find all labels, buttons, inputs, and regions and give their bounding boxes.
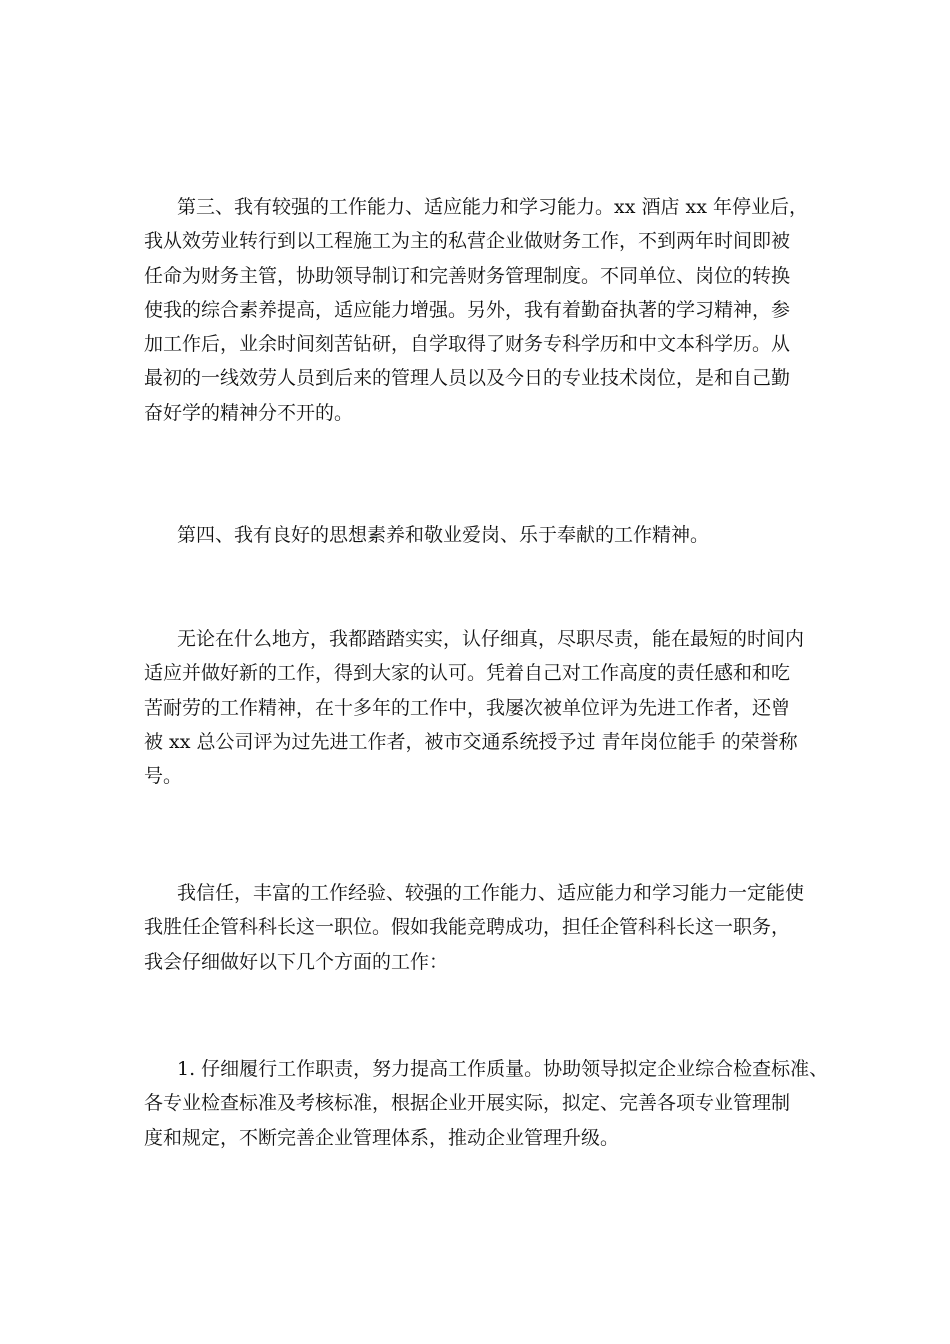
text-line: 我胜任企管科科长这一职位。假如我能竞聘成功，担任企管科科长这一职务，: [144, 916, 791, 939]
paragraph-ideological-quality: [144, 518, 834, 552]
text-line: 苦耐劳的工作精神，在十多年的工作中，我屡次被单位评为先进工作者，还曾: [144, 696, 791, 719]
text-line: 1. 仔细履行工作职责，努力提高工作质量。协助领导拟定企业综合检查标准、: [177, 1058, 829, 1080]
text-line: 任命为财务主管，协助领导制订和完善财务管理制度。不同单位、岗位的转换: [144, 264, 791, 287]
text-line: 奋好学的精神分不开的。: [144, 401, 354, 424]
text-line: 最初的一线效劳人员到后来的管理人员以及今日的专业技术岗位，是和自己勤: [144, 367, 791, 390]
text-line: 我从效劳业转行到以工程施工为主的私营企业做财务工作，不到两年时间即被: [144, 230, 791, 253]
paragraph-item-1: [144, 1052, 834, 1155]
paragraph-confidence: [144, 876, 834, 979]
paragraph-diligence: [144, 622, 834, 793]
text-line: 各专业检查标准及考核标准，根据企业开展实际，拟定、完善各项专业管理制: [144, 1092, 791, 1115]
text-line: 号。: [144, 765, 183, 788]
text-line: 我会仔细做好以下几个方面的工作：: [144, 950, 449, 973]
text-line: 适应并做好新的工作，得到大家的认可。凭着自己对工作高度的责任感和和吃: [144, 662, 791, 685]
text-line: 被 xx 总公司评为过先进工作者，被市交通系统授予过 青年岗位能手 的荣誉称: [144, 730, 798, 753]
text-line: 度和规定，不断完善企业管理体系，推动企业管理升级。: [144, 1126, 620, 1149]
text-line: 第三、我有较强的工作能力、适应能力和学习能力。xx 酒店 xx 年停业后，: [177, 196, 808, 218]
paragraph-work-ability: [144, 190, 834, 430]
text-line: 第四、我有良好的思想素养和敬业爱岗、乐于奉献的工作精神。: [177, 524, 710, 546]
text-line: 无论在什么地方，我都踏踏实实，认仔细真，尽职尽责，能在最短的时间内: [177, 628, 805, 650]
text-line: 使我的综合素养提高，适应能力增强。另外，我有着勤奋执著的学习精神，参: [144, 298, 791, 321]
text-line: 我信任，丰富的工作经验、较强的工作能力、适应能力和学习能力一定能使: [177, 882, 805, 904]
text-line: 加工作后，业余时间刻苦钻研，自学取得了财务专科学历和中文本科学历。从: [144, 333, 791, 356]
